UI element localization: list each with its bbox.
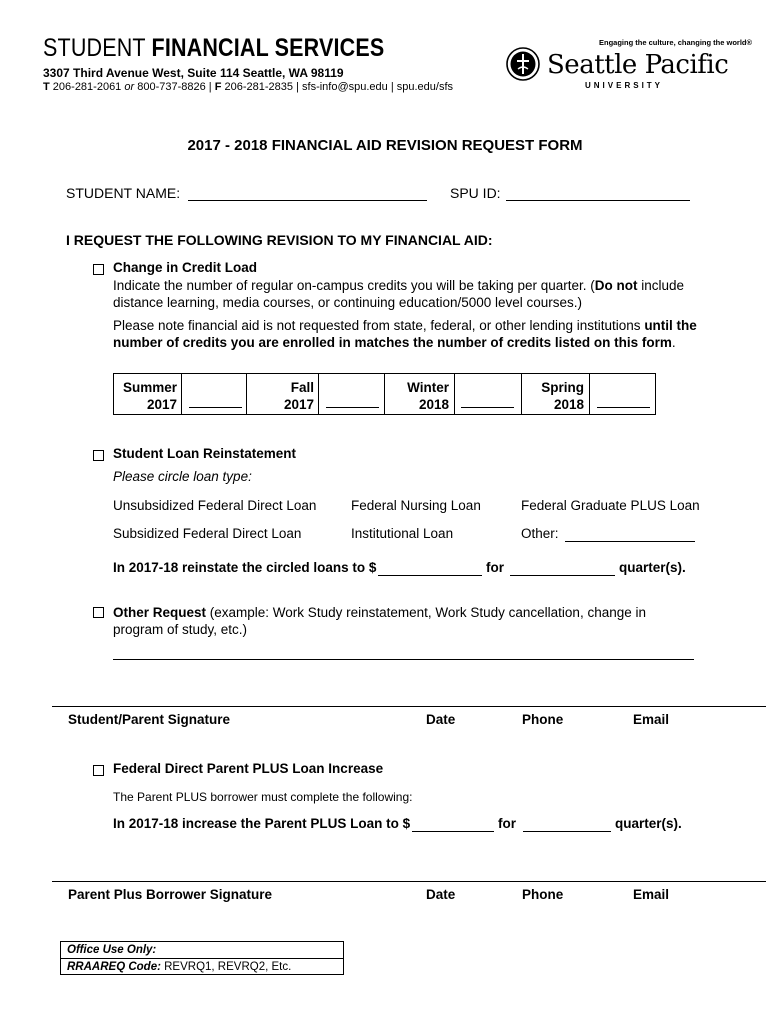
sig2-email-label: Email <box>633 887 670 902</box>
loan-type-nursing[interactable]: Federal Nursing Loan <box>351 498 481 513</box>
winter-credits-field[interactable] <box>461 395 514 408</box>
loan-type-other[interactable]: Other: <box>521 526 559 541</box>
student-name-field[interactable] <box>188 200 427 201</box>
office-use-code: RRAAREQ Code: REVRQ1, REVRQ2, Etc. <box>67 961 292 973</box>
reinstate-for-label: for <box>486 560 504 575</box>
sig2-phone-label: Phone <box>522 887 564 902</box>
circle-loan-prompt: Please circle loan type: <box>113 469 252 484</box>
sig1-email-label: Email <box>633 712 670 727</box>
office-contact: T 206-281-2061 or 800-737-8826 | F 206-281-2835 | sfs-info@spu.edu | spu.edu/sfs <box>43 81 454 93</box>
loan-type-grad-plus[interactable]: Federal Graduate PLUS Loan <box>521 498 700 513</box>
spu-id-field[interactable] <box>506 200 690 201</box>
university-subtitle: UNIVERSITY <box>585 81 664 90</box>
fall-credits-field[interactable] <box>326 395 379 408</box>
student-parent-signature-label: Student/Parent Signature <box>68 712 231 727</box>
loan-type-unsubsidized[interactable]: Unsubsidized Federal Direct Loan <box>113 498 317 513</box>
sig1-phone-label: Phone <box>522 712 564 727</box>
signature-line-2 <box>52 881 766 882</box>
loan-type-subsidized[interactable]: Subsidized Federal Direct Loan <box>113 526 302 541</box>
sig2-date-label: Date <box>426 887 456 902</box>
spring-credits-field[interactable] <box>597 395 650 408</box>
credit-load-description: Indicate the number of regular on-campus credits you will be taking per quarter. (Do not include distance learning, media courses, or continuing education/5000 level courses.) <box>113 278 685 310</box>
plus-quarters-field[interactable] <box>523 831 611 832</box>
reinstate-amount-label: In 2017-18 reinstate the circled loans to $ <box>113 560 377 575</box>
parent-plus-checkbox[interactable] <box>93 765 104 776</box>
form-title: 2017 - 2018 FINANCIAL AID REVISION REQUEST FORM <box>187 137 583 154</box>
fall-label: Fall 2017 <box>283 380 314 412</box>
parent-plus-instruction: The Parent PLUS borrower must complete the following: <box>113 790 413 804</box>
other-request-text: Other Request (example: Work Study reinstatement, Work Study cancellation, change in program of study, etc.) <box>113 605 646 637</box>
plus-quarters-label: quarter(s). <box>615 816 682 831</box>
summer-credits-field[interactable] <box>189 395 242 408</box>
parent-plus-signature-label: Parent Plus Borrower Signature <box>68 887 273 902</box>
request-heading: I REQUEST THE FOLLOWING REVISION TO MY FINANCIAL AID: <box>66 232 493 248</box>
reinstate-quarters-field[interactable] <box>510 575 615 576</box>
office-use-box <box>60 941 344 975</box>
credits-table <box>113 373 656 415</box>
parent-plus-label: Federal Direct Parent PLUS Loan Increase <box>113 761 384 776</box>
university-tagline: Engaging the culture, changing the world® <box>599 38 753 47</box>
loan-reinstatement-label: Student Loan Reinstatement <box>113 446 297 461</box>
reinstate-amount-field[interactable] <box>378 575 482 576</box>
office-use-heading: Office Use Only: <box>61 942 343 959</box>
spring-label: Spring 2018 <box>541 380 584 412</box>
credit-load-label: Change in Credit Load <box>113 260 258 275</box>
signature-line-1 <box>52 706 766 707</box>
summer-label: Summer 2017 <box>122 380 177 412</box>
office-title: STUDENT FINANCIAL SERVICES <box>43 34 385 62</box>
office-address: 3307 Third Avenue West, Suite 114 Seattle, WA 98119 <box>43 66 344 80</box>
university-seal-icon <box>506 47 540 81</box>
university-name: Seattle Pacific <box>547 50 729 80</box>
spu-id-label: SPU ID: <box>450 185 501 201</box>
plus-increase-amount-field[interactable] <box>412 831 494 832</box>
plus-for-label: for <box>498 816 516 831</box>
sig1-date-label: Date <box>426 712 456 727</box>
loan-other-field[interactable] <box>565 541 695 542</box>
loan-reinstatement-checkbox[interactable] <box>93 450 104 461</box>
reinstate-quarters-label: quarter(s). <box>619 560 686 575</box>
plus-increase-label: In 2017-18 increase the Parent PLUS Loan to $ <box>113 816 411 831</box>
other-request-checkbox[interactable] <box>93 607 104 618</box>
other-request-field[interactable] <box>113 659 694 660</box>
student-name-label: STUDENT NAME: <box>66 185 181 201</box>
winter-label: Winter 2018 <box>407 380 449 412</box>
credit-load-note: Please note financial aid is not requested from state, federal, or other lending institutions until the number of credits you are enrolled in matches the number of credits listed on this form. <box>113 318 697 350</box>
loan-type-institutional[interactable]: Institutional Loan <box>351 526 454 541</box>
credit-load-checkbox[interactable] <box>93 264 104 275</box>
